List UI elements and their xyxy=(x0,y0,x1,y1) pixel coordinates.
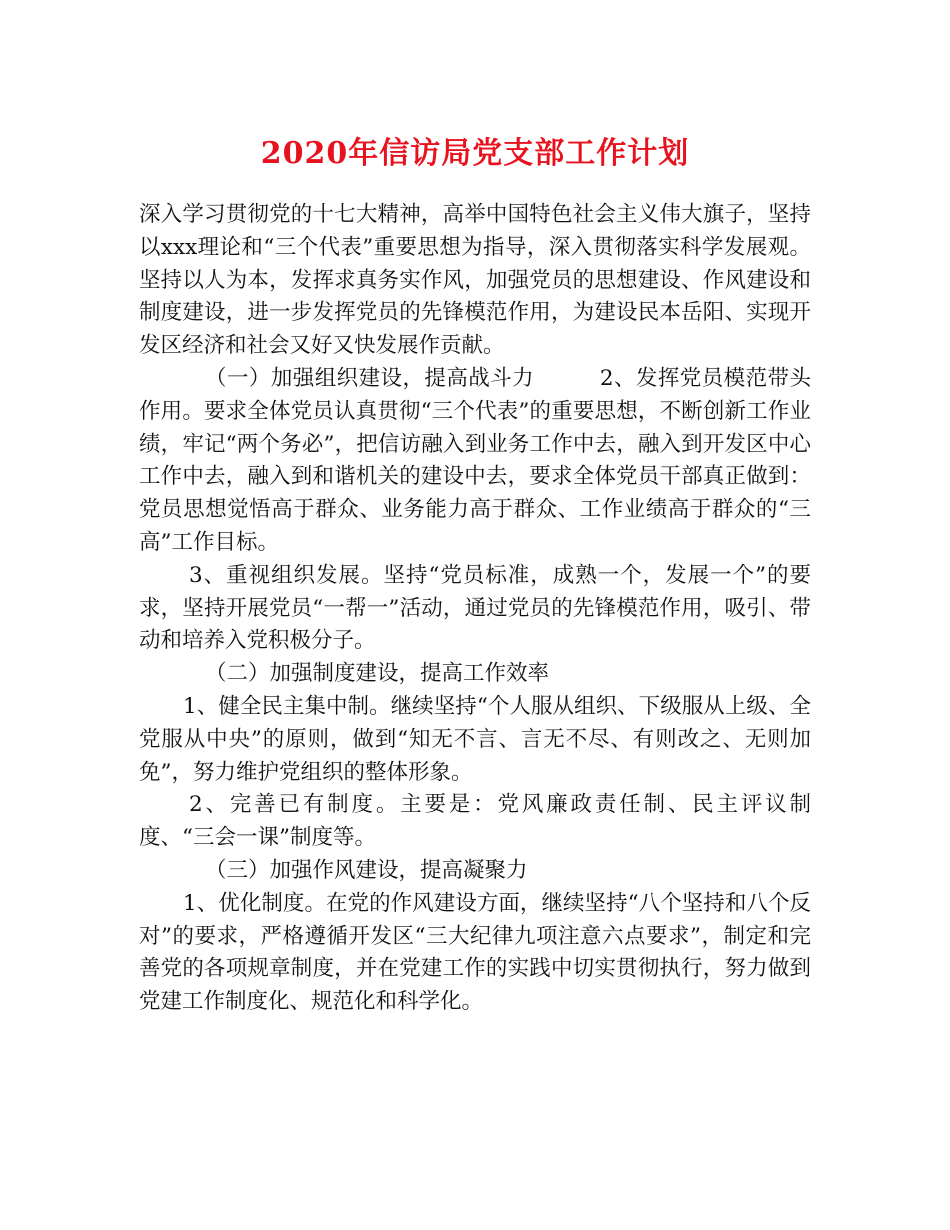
document-title: 2020年信访局党支部工作计划 xyxy=(260,136,690,171)
paragraph-optimize-systems: 1、优化制度。在党的作风建设方面，继续坚持“八个坚持和八个反对”的要求，严格遵循开发区“三大纪律九项注意六点要求”，制定和完善党的各项规章制度，并在党建工作的实践中切实贯彻执行，努力做到党建工作制度化、规范化和科学化。 xyxy=(139,890,811,1015)
paragraph-democratic-centralism: 1、健全民主集中制。继续坚持“个人服从组织、下级服从上级、全党服从中央”的原则，做到“知无不言、言无不尽、有则改之、无则加免”，努力维护党组织的整体形象。 xyxy=(139,693,811,785)
paragraph-intro: 深入学习贯彻党的十七大精神，高举中国特色社会主义伟大旗子，坚持以xxx理论和“三个代表”重要思想为指导，深入贯彻落实科学发展观。坚持以人为本，发挥求真务实作风，加强党员的思想建设、作风建设和制度建设，进一步发挥党员的先锋模范作用，为建设民本岳阳、实现开发区经济和社会又好又快发展作贡献。 xyxy=(139,202,811,359)
paragraph-organization-development: 3、重视组织发展。坚持“党员标准，成熟一个，发展一个”的要求，坚持开展党员“一帮一”活动，通过党员的先锋模范作用，吸引、带动和培养入党积极分子。 xyxy=(139,562,811,654)
heading-style-building: （三）加强作风建设，提高凝聚力 xyxy=(205,857,528,883)
document-body xyxy=(139,199,811,1019)
paragraph-existing-systems: 2、完善已有制度。主要是：党风廉政责任制、民主评议制度、“三会一课”制度等。 xyxy=(139,792,811,851)
heading-system-building: （二）加强制度建设，提高工作效率 xyxy=(205,661,550,687)
paragraph-organization-building: （一）加强组织建设，提高战斗力 2、发挥党员模范带头作用。要求全体党员认真贯彻“三个代表”的重要思想，不断创新工作业绩，牢记“两个务必”，把信访融入到业务工作中去，融入到开发区中心工作中去，融入到和谐机关的建设中去，要求全体党员干部真正做到：党员思想觉悟高于群众、业务能力高于群众、工作业绩高于群众的“三高”工作目标。 xyxy=(139,365,811,555)
